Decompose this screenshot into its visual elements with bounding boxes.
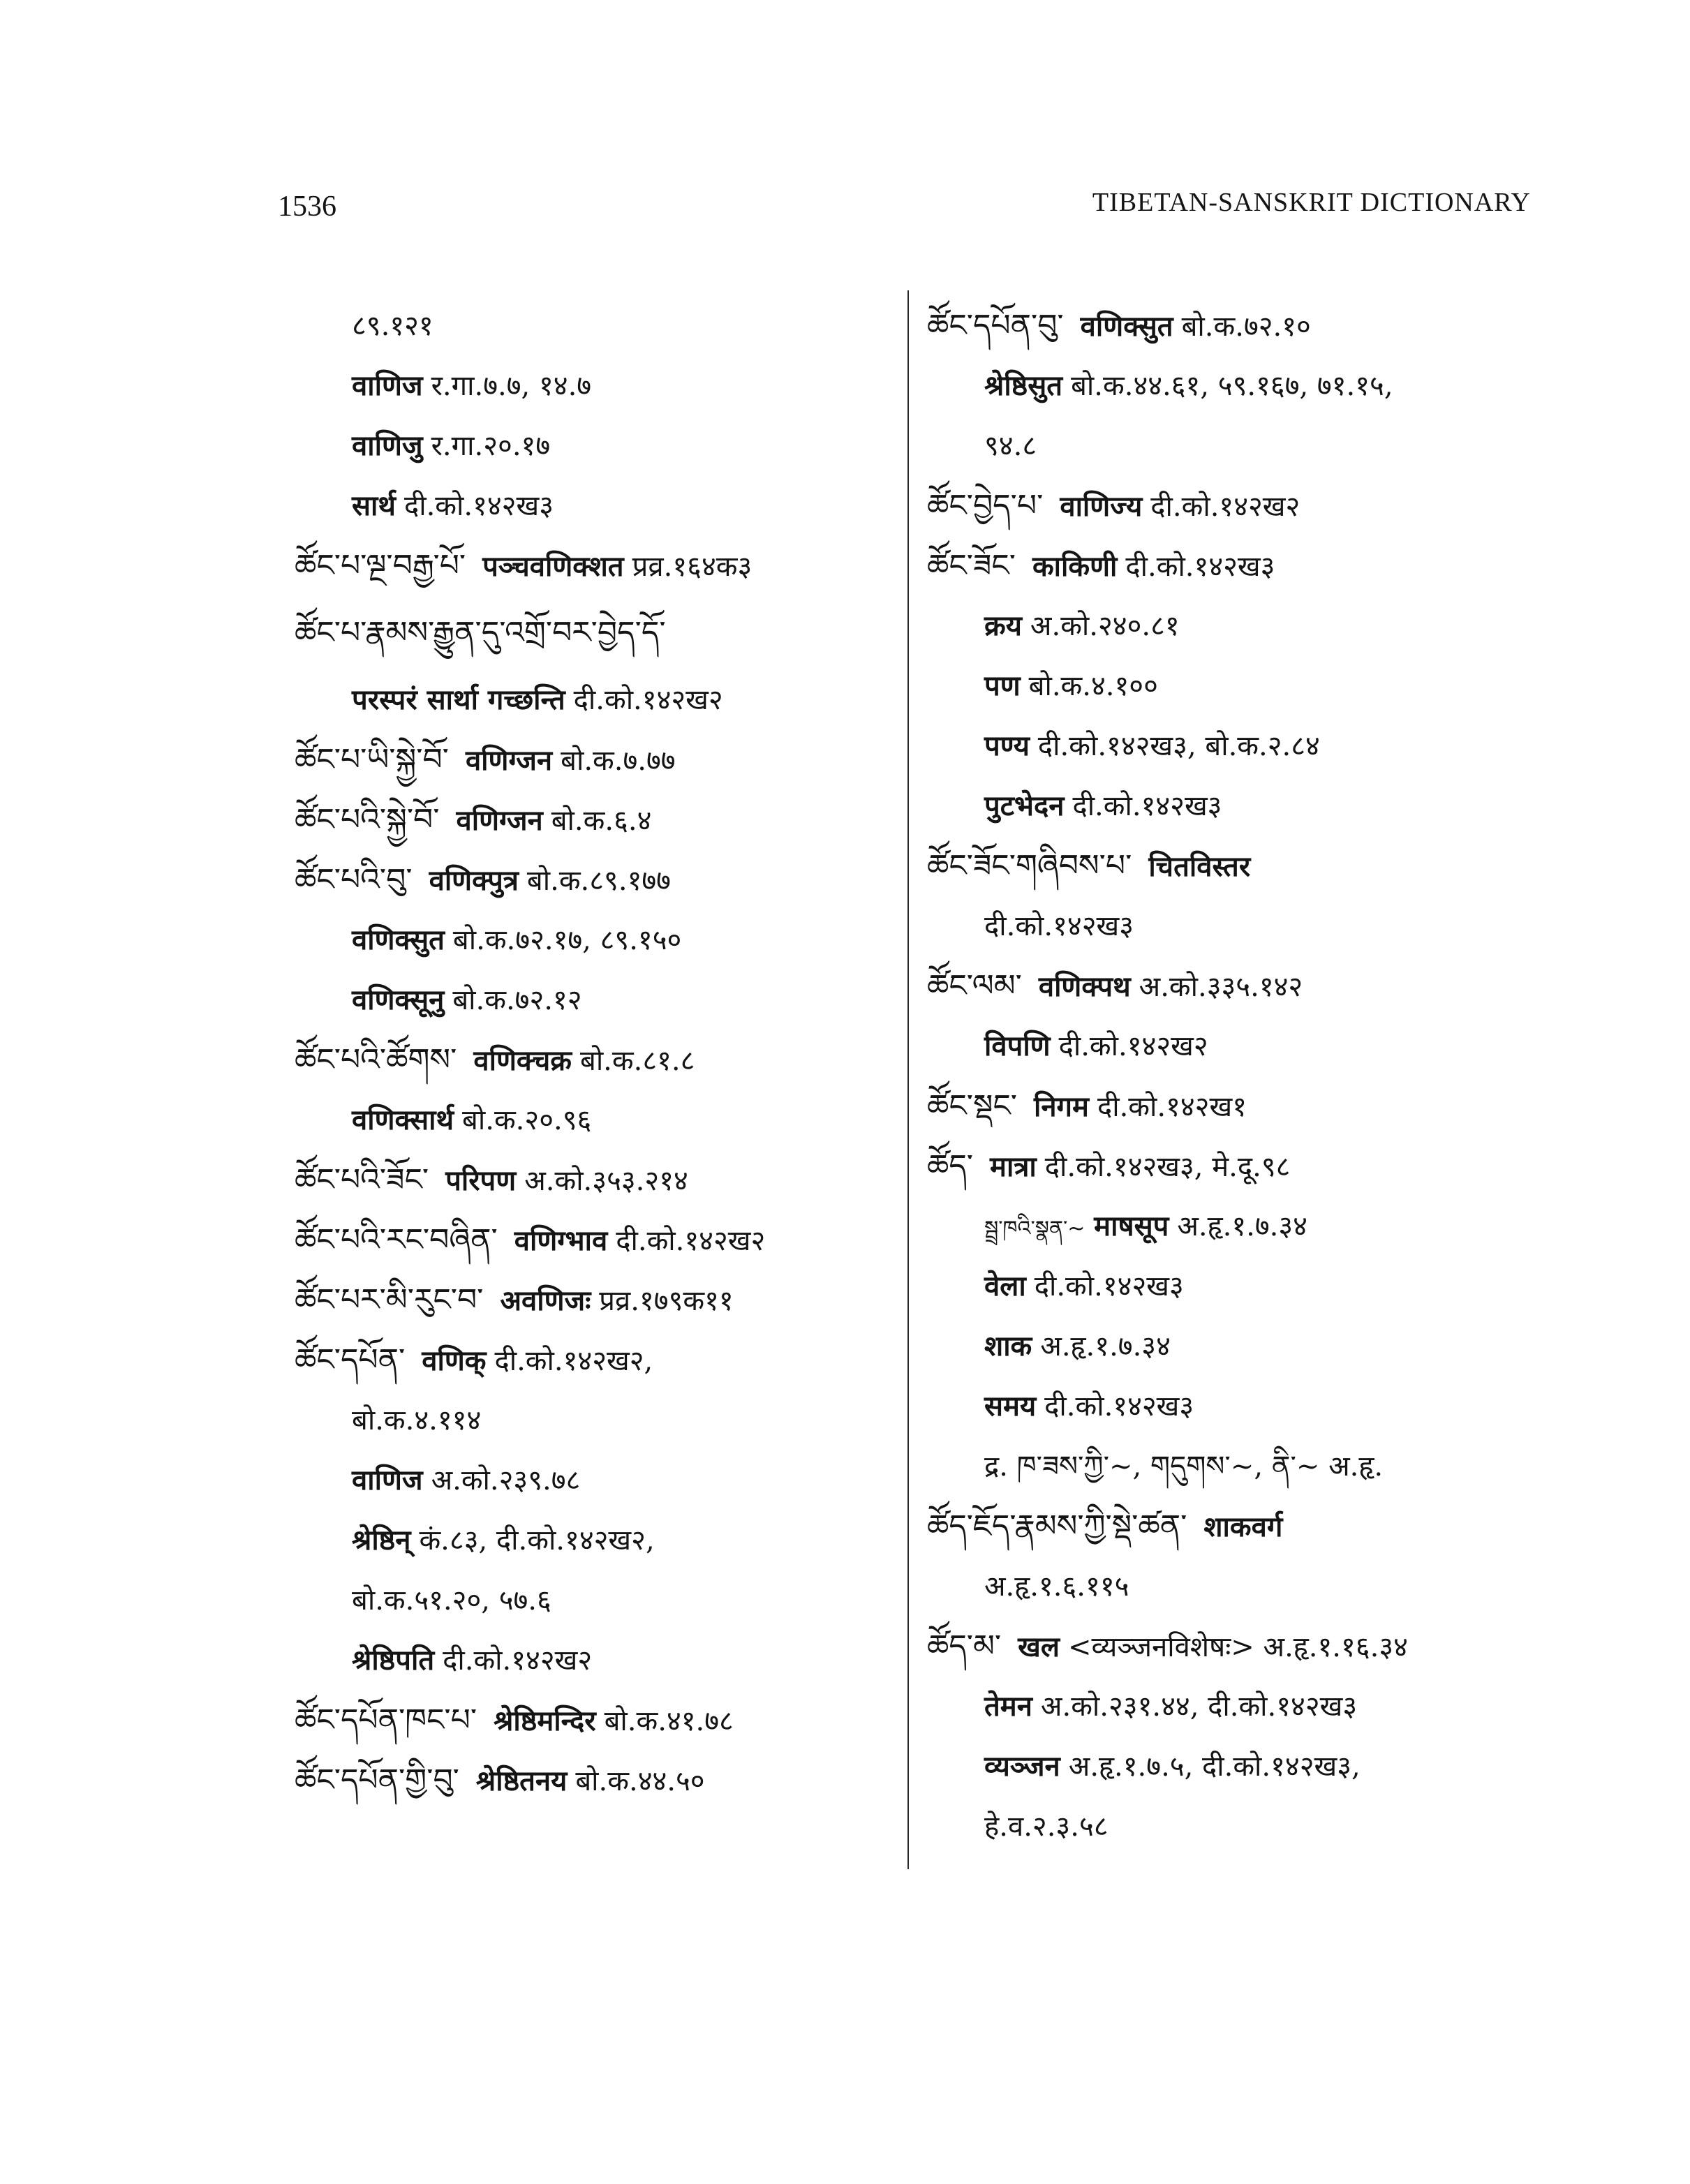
dictionary-headword-line — [295, 790, 895, 850]
source-reference: अ.हृ.१.६.११५ — [984, 1570, 1129, 1603]
sanskrit-equivalent: श्रेष्ठिमन्दिर — [494, 1704, 596, 1737]
tibetan-headword: ཚོང་པ་རྣམས་རྒྱུན་དུ་འགྲོ་བར་བྱེད་དོ་ — [295, 615, 666, 651]
source-reference: बो.क.६.४ — [551, 805, 652, 837]
dictionary-headword-line — [295, 1210, 895, 1270]
tibetan-headword: ཚོང་པའི་བུ་ — [295, 862, 413, 898]
tibetan-phrase: སྦྲ་ཁའི་སྣན་~ — [984, 1217, 1085, 1241]
sanskrit-equivalent: खल — [1018, 1630, 1060, 1663]
dictionary-subentry-line — [927, 1016, 1541, 1076]
source-reference: <व्यञ्जनविशेषः> अ.हृ.१.१६.३४ — [1068, 1631, 1408, 1663]
sanskrit-equivalent: वणिक्पथ — [1038, 970, 1131, 1003]
dictionary-subentry-line — [927, 776, 1541, 836]
source-reference: दी.को.१४२ख३ — [1072, 790, 1222, 822]
dictionary-subentry-line — [295, 416, 895, 476]
sanskrit-equivalent: वाणिज्य — [1060, 490, 1143, 523]
dictionary-subentry-line — [295, 1390, 895, 1450]
dictionary-headword-line — [295, 1691, 895, 1751]
dictionary-subentry-line — [295, 356, 895, 416]
tibetan-headword: ཚོང་དཔོན་གྱི་བུ་ — [295, 1762, 459, 1798]
dictionary-subentry-line — [927, 1557, 1541, 1617]
dictionary-subentry-line — [927, 1376, 1541, 1436]
source-reference: अ.को.२४०.८१ — [1030, 610, 1180, 642]
dictionary-headword-line — [927, 476, 1541, 536]
source-reference: दी.को.१४२ख३ — [403, 490, 554, 522]
dictionary-headword-line — [295, 1330, 895, 1390]
dictionary-headword-line — [295, 1030, 895, 1090]
source-reference: दी.को.१४२ख३, बो.क.२.८४ — [1037, 730, 1320, 762]
sanskrit-equivalent: सार्थ — [352, 489, 396, 522]
sanskrit-equivalent: मात्रा — [990, 1150, 1037, 1183]
source-reference: दी.को.१४२ख२ — [573, 684, 723, 716]
sanskrit-equivalent: वाणिज — [352, 1464, 423, 1496]
source-reference: बो.क.७२.१० — [1181, 311, 1311, 343]
source-reference: अ.को.३५३.२१४ — [524, 1165, 688, 1197]
sanskrit-equivalent: वाणिज — [352, 369, 423, 402]
dictionary-headword-line — [927, 1496, 1541, 1557]
dictionary-headword-line — [295, 730, 895, 790]
dictionary-subentry-line — [927, 896, 1541, 956]
source-reference: र.गा.२०.१७ — [431, 430, 551, 462]
page-number: 1536 — [278, 191, 336, 223]
source-reference: अ.हृ.१.७.३४ — [1040, 1330, 1171, 1362]
dictionary-headword-line — [927, 296, 1541, 356]
source-reference: दी.को.१४२ख३ — [984, 910, 1134, 942]
source-reference: अ.को.३३५.१४२ — [1139, 971, 1303, 1003]
tibetan-headword: ཚོང་པ་ལྔ་བརྒྱ་པོ་ — [295, 548, 466, 584]
sanskrit-equivalent: तेमन — [984, 1690, 1032, 1723]
source-reference: दी.को.१४२ख३ — [1125, 551, 1275, 583]
dictionary-subentry-line — [927, 356, 1541, 416]
sanskrit-equivalent: काकिणी — [1032, 550, 1118, 583]
sanskrit-equivalent: वणिक्सार्थ — [352, 1104, 454, 1136]
tibetan-headword: ཚོང་པའི་ཚོགས་ — [295, 1042, 457, 1078]
dictionary-subentry-line — [927, 1797, 1541, 1857]
tibetan-headword: ཚོད་ — [927, 1148, 974, 1184]
sanskrit-equivalent: माषसूप — [1094, 1210, 1169, 1242]
source-reference: दी.को.१४२ख३ — [1044, 1390, 1194, 1422]
dictionary-headword-line — [927, 956, 1541, 1016]
tibetan-headword: ཚོད་ཇོད་རྣམས་ཀྱི་སྡེ་ཚན་ — [927, 1508, 1187, 1544]
source-reference: द्र. ཁ་ཟས་ཀྱི་~, གདུགས་~, ནི་~ अ.हृ. — [984, 1450, 1384, 1483]
dictionary-subentry-line — [927, 416, 1541, 476]
sanskrit-equivalent: शाक — [984, 1330, 1032, 1362]
tibetan-headword: ཚོང་པའི་སྐྱེ་བོ་ — [295, 802, 440, 838]
sanskrit-equivalent: पुटभेदन — [984, 789, 1065, 822]
source-reference: बो.क.७२.१७, ८९.१५० — [452, 924, 682, 956]
dictionary-subentry-line — [927, 716, 1541, 776]
sanskrit-equivalent: वणिक्पुत्र — [429, 864, 519, 897]
source-reference: बो.क.४.१०० — [1028, 670, 1158, 702]
source-reference: ८९.१२१ — [352, 310, 433, 342]
tibetan-headword: ཚོད་མ་ — [927, 1628, 1002, 1664]
dictionary-subentry-line — [295, 1570, 895, 1630]
sanskrit-equivalent: वणिक्सुत — [1080, 310, 1173, 343]
sanskrit-equivalent: पण्य — [984, 729, 1030, 762]
source-reference: दी.को.१४२ख३ — [1034, 1270, 1184, 1302]
source-reference: प्रव्र.१६४क३ — [632, 551, 753, 583]
sanskrit-equivalent: वणिक्सूनु — [352, 983, 445, 1016]
sanskrit-equivalent: वणिग्भाव — [514, 1224, 608, 1257]
source-reference: बो.क.७.७७ — [561, 745, 676, 777]
tibetan-headword: ཚོང་ལམ་ — [927, 968, 1022, 1004]
sanskrit-equivalent: वणिक्चक्र — [473, 1044, 572, 1077]
source-reference: र.गा.७.७, १४.७ — [431, 370, 592, 402]
dictionary-subentry-line — [927, 596, 1541, 656]
sanskrit-equivalent: वणिग्जन — [465, 744, 553, 777]
source-reference: कं.८३, दी.को.१४२ख२, — [419, 1524, 655, 1557]
tibetan-headword: ཚོང་དཔོན་ — [295, 1342, 406, 1378]
dictionary-subentry-line — [295, 1450, 895, 1510]
sanskrit-equivalent: वाणिजु — [352, 429, 423, 462]
source-reference: बो.क.५१.२०, ५७.६ — [352, 1584, 551, 1617]
sanskrit-equivalent: श्रेष्ठिसुत — [984, 369, 1063, 402]
sanskrit-equivalent: शाकवर्ग — [1203, 1510, 1283, 1543]
dictionary-subentry-line — [927, 1737, 1541, 1797]
sanskrit-equivalent: व्यञ्जन — [984, 1750, 1060, 1783]
source-reference: बो.क.२०.९६ — [462, 1104, 592, 1136]
source-reference: ९४.८ — [984, 430, 1037, 462]
dictionary-subentry-line — [927, 1677, 1541, 1737]
tibetan-headword: ཚོང་བྱེད་པ་ — [927, 488, 1044, 523]
sanskrit-equivalent: वणिक् — [422, 1344, 487, 1377]
dictionary-headword-line — [927, 1617, 1541, 1677]
running-head: TIBETAN-SANSKRIT DICTIONARY — [1092, 188, 1531, 217]
dictionary-headword-line — [295, 596, 895, 670]
dictionary-subentry-line — [295, 296, 895, 356]
sanskrit-equivalent: निगम — [1033, 1090, 1089, 1123]
source-reference: अ.को.२३१.४४, दी.को.१४२ख३ — [1040, 1691, 1358, 1723]
dictionary-headword-line — [295, 850, 895, 910]
source-reference: बो.क.८९.१७७ — [526, 865, 671, 897]
dictionary-headword-line — [295, 1751, 895, 1811]
sanskrit-equivalent: श्रेष्ठिन् — [352, 1524, 411, 1557]
tibetan-headword: ཚོང་དཔོན་ཁང་པ་ — [295, 1702, 477, 1738]
dictionary-subentry-line — [927, 1196, 1541, 1256]
dictionary-headword-line — [927, 536, 1541, 596]
dictionary-subentry-line — [927, 1316, 1541, 1376]
tibetan-headword: ཚོང་དཔོན་བུ་ — [927, 308, 1064, 343]
dictionary-headword-line — [927, 1136, 1541, 1196]
source-reference: दी.को.१४२ख३, मे.दू.९८ — [1044, 1151, 1291, 1183]
dictionary-subentry-line — [927, 1256, 1541, 1316]
source-reference: अ.हृ.१.७.३४ — [1177, 1210, 1307, 1242]
source-reference: दी.को.१४२ख२ — [1058, 1030, 1208, 1062]
dictionary-headword-line — [295, 1150, 895, 1210]
source-reference: दी.को.१४२ख२, — [494, 1345, 653, 1377]
sanskrit-equivalent: चितविस्तर — [1148, 850, 1251, 883]
dictionary-subentry-line — [295, 970, 895, 1030]
dictionary-subentry-line — [295, 670, 895, 730]
source-reference: बो.क.४४.६१, ५९.१६७, ७१.१५, — [1071, 370, 1393, 402]
sanskrit-equivalent: विपणि — [984, 1030, 1051, 1062]
source-reference: दी.को.१४२ख१ — [1097, 1091, 1247, 1123]
source-reference: दी.को.१४२ख२ — [1150, 491, 1300, 523]
left-column — [295, 296, 895, 1811]
dictionary-subentry-line — [295, 476, 895, 536]
dictionary-subentry-line — [295, 1510, 895, 1570]
dictionary-subentry-line — [295, 1090, 895, 1150]
sanskrit-equivalent: वणिग्जन — [456, 804, 543, 837]
source-reference: बो.क.४१.७८ — [604, 1705, 734, 1737]
tibetan-headword: ཚོང་ཟོང་གཞིབས་པ་ — [927, 848, 1132, 884]
dictionary-headword-line — [927, 836, 1541, 896]
dictionary-headword-line — [927, 1076, 1541, 1136]
sanskrit-equivalent: पञ्चवणिक्शत — [482, 550, 624, 583]
dictionary-subentry-line — [295, 1630, 895, 1691]
sanskrit-equivalent: क्रय — [984, 609, 1022, 642]
source-reference: दी.को.१४२ख२ — [443, 1644, 593, 1677]
sanskrit-equivalent: श्रेष्ठिपति — [352, 1644, 435, 1677]
source-reference: हे.व.२.३.५८ — [984, 1811, 1109, 1843]
sanskrit-equivalent: समय — [984, 1390, 1037, 1422]
source-reference: बो.क.४४.५० — [575, 1765, 705, 1797]
sanskrit-equivalent: परस्परं सार्था गच्छन्ति — [352, 683, 565, 716]
right-column — [927, 296, 1541, 1857]
sanskrit-equivalent: पण — [984, 669, 1021, 702]
sanskrit-equivalent: वणिक्सुत — [352, 923, 445, 956]
tibetan-headword: ཚོང་ཟོང་ — [927, 548, 1016, 584]
source-reference: प्रव्र.१७९क११ — [599, 1285, 734, 1317]
sanskrit-equivalent: परिपण — [445, 1164, 517, 1197]
source-reference: बो.क.४.११४ — [352, 1404, 482, 1436]
sanskrit-equivalent: श्रेष्ठितनय — [475, 1765, 568, 1797]
dictionary-subentry-line — [295, 910, 895, 970]
tibetan-headword: ཚོང་པར་མི་རུང་བ་ — [295, 1282, 484, 1318]
source-reference: बो.क.७२.१२ — [452, 984, 582, 1016]
source-reference: अ.को.२३९.७८ — [431, 1464, 581, 1496]
dictionary-subentry-line — [927, 656, 1541, 716]
tibetan-headword: ཚོང་སྡང་ — [927, 1088, 1017, 1124]
sanskrit-equivalent: वेला — [984, 1270, 1026, 1302]
column-divider — [907, 290, 909, 1869]
source-reference: अ.हृ.१.७.५, दी.को.१४२ख३, — [1068, 1751, 1361, 1783]
dictionary-headword-line — [295, 1270, 895, 1330]
dictionary-headword-line — [295, 536, 895, 596]
dictionary-subentry-line — [927, 1436, 1541, 1496]
tibetan-headword: ཚོང་པའི་རང་བཞིན་ — [295, 1222, 498, 1258]
source-reference: बो.क.८१.८ — [579, 1045, 695, 1077]
tibetan-headword: ཚོང་པའི་ཟོང་ — [295, 1162, 429, 1198]
tibetan-headword: ཚོང་པ་ཡི་སྐྱེ་བོ་ — [295, 742, 449, 778]
source-reference: दी.को.१४२ख२ — [616, 1225, 766, 1257]
sanskrit-equivalent: अवणिजः — [500, 1284, 591, 1317]
